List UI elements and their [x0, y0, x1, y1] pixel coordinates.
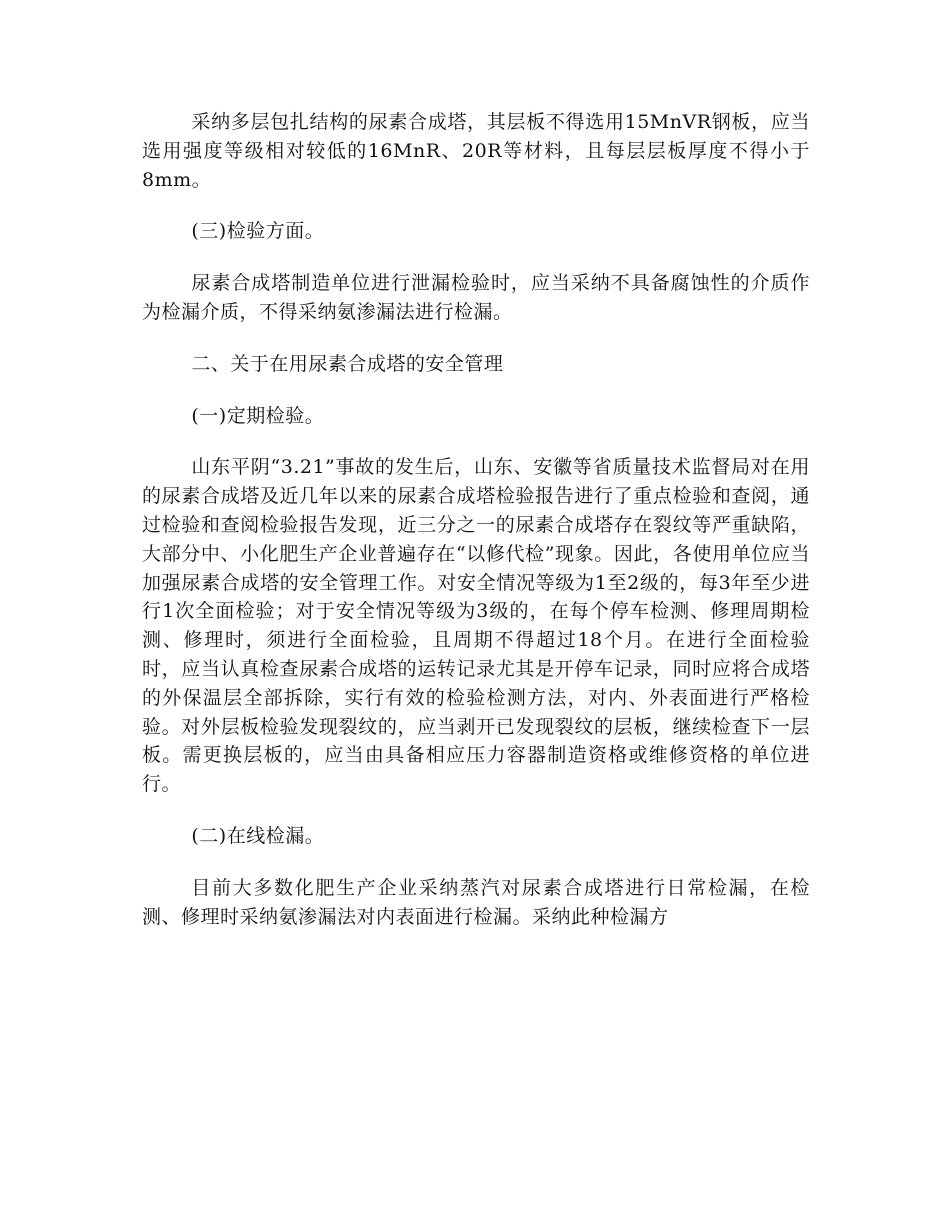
paragraph-online-leak-detection: 目前大多数化肥生产企业采纳蒸汽对尿素合成塔进行日常检漏，在检测、修理时采纳氨渗漏法对内表面进行检漏。采纳此种检漏方 [142, 876, 810, 928]
paragraph-periodic-inspection: 山东平阴“3.21”事故的发生后，山东、安徽等省质量技术监督局对在用的尿素合成塔及近几年以来的尿素合成塔检验报告进行了重点检验和查阅，通过检验和查阅检验报告发现，近三分之一的尿素合成塔存在裂纹等严重缺陷，大部分中、小化肥生产企业普遍存在“以修代检”现象。因此，各使用单位应当加强尿素合成塔的安全管理工作。对安全情况等级为1至2级的，每3年至少进行1次全面检验；对于安全情况等级为3级的，在每个停车检测、修理周期检测、修理时，须进行全面检验，且周期不得超过18个月。在进行全面检验时，应当认真检查尿素合成塔的运转记录尤其是开停车记录，同时应将合成塔的外保温层全部拆除，实行有效的检验检测方法，对内、外表面进行严格检验。对外层板检验发现裂纹的，应当剥开已发现裂纹的层板，继续检查下一层板。需更换层板的，应当由具备相应压力容器制造资格或维修资格的单位进行。 [142, 456, 810, 796]
paragraph-leak-testing-medium: 尿素合成塔制造单位进行泄漏检验时，应当采纳不具备腐蚀性的介质作为检漏介质，不得采纳氨渗漏法进行检漏。 [142, 272, 810, 323]
section-heading-inspection: (三)检验方面。 [191, 220, 325, 243]
section-heading-in-use-safety: 二、关于在用尿素合成塔的安全管理 [191, 352, 504, 375]
document-body [142, 108, 810, 954]
section-heading-periodic-inspection: (一)定期检验。 [191, 404, 325, 427]
paragraph-layer-plate-material: 采纳多层包扎结构的尿素合成塔，其层板不得选用15MnVR钢板，应当选用强度等级相对较低的16MnR、20R等材料，且每层层板厚度不得小于8mm。 [142, 111, 810, 191]
section-heading-online-leak-detection: (二)在线检漏。 [191, 824, 325, 847]
